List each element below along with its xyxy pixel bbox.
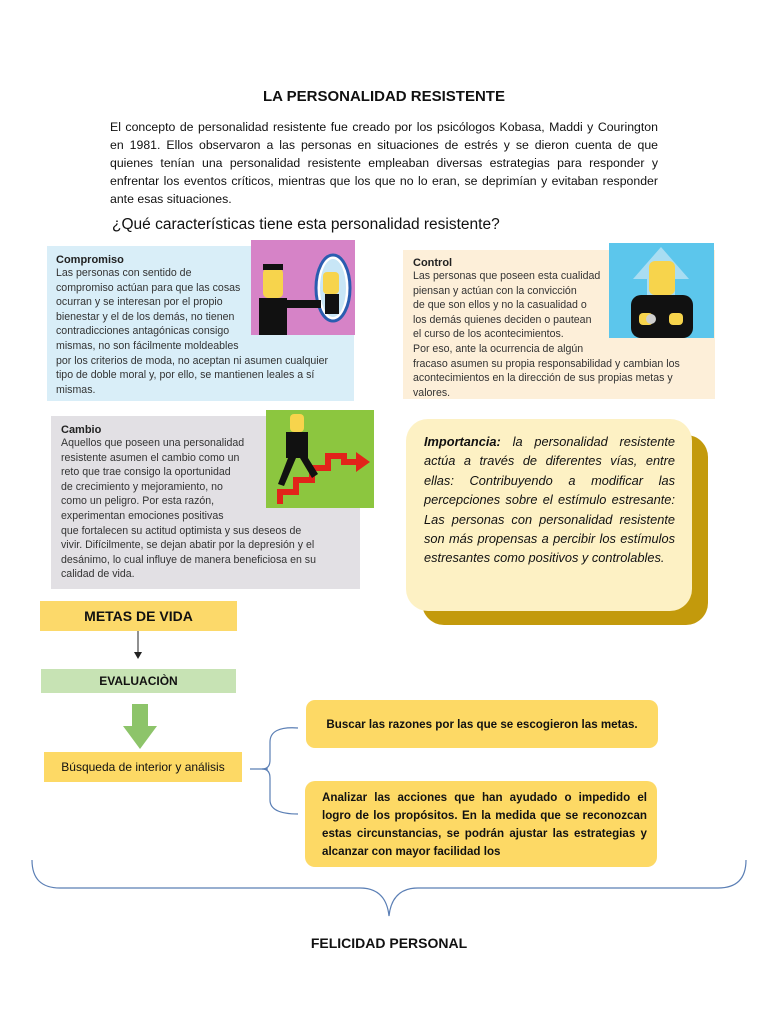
card-title-cambio: Cambio [61,424,102,436]
text-line: acontecimientos en la dirección de sus propias metas y [413,372,673,385]
text-line: como un peligro. Por esta razón, [61,495,215,508]
text-line: ocurran y se interesan por el propio [56,296,223,309]
mirror-illustration [251,240,355,335]
text-line: experimentan emociones positivas [61,509,224,522]
text-line: de crecimiento y mejoramiento, no [61,480,223,493]
text-line: que fortalecen su actitud optimista y sus deseos de [61,524,302,537]
evaluacion-box: EVALUACIÒN [41,669,236,693]
text-line: piensan y actúan con la convicción [413,284,577,297]
text-line: los demás quienes deciden o pautean [413,313,592,326]
page-title: LA PERSONALIDAD RESISTENTE [263,88,505,105]
text-line: tipo de doble moral y, por ello, se mantienen leales a sí [56,369,315,382]
text-line: reto que trae consigo la oportunidad [61,466,231,479]
text-line: Por eso, ante la ocurrencia de algún [413,342,584,355]
text-line: Las personas con sentido de [56,267,192,279]
text-line: mismas. [56,383,96,396]
control-illustration [609,243,714,338]
bottom-brace [30,858,748,920]
text-line: vivir. Difícilmente, se dejan abatir por la depresión y el [61,539,315,552]
importancia-label: Importancia: [424,434,501,449]
block-arrow-icon [122,704,158,750]
text-line: mismas, no son fácilmente moldeables [56,339,239,352]
importancia-text: la personalidad resistente actúa a través de diferentes vías, entre ellas: Contribuyendo a modificar las percepciones sobre el estímulo estresante: Las personas con personalidad resistente son más propensas a percibir los estímulos estresantes como positivos y controlables. [424,434,675,566]
stairs-illustration [266,410,374,508]
text-line: resistente asumen el cambio como un [61,451,240,464]
text-line: contradicciones antagónicas consigo [56,325,230,338]
brace-connector [250,720,306,820]
text-line: Las personas que poseen esta cualidad [413,270,601,282]
razones-box: Buscar las razones por las que se escogieron las metas. [306,700,658,748]
analizar-box: Analizar las acciones que han ayudado o impedido el logro de los propósitos. En la medida que se reconozcan estas circunstancias, se podrán ajustar las estrategias y alcanzar con mayor facilidad los [305,781,657,867]
text-line: fracaso asumen su propia responsabilidad y cambian los [413,357,680,370]
text-line: valores. [413,386,451,399]
text-line: compromiso actúan para que las cosas [56,281,241,294]
question-heading: ¿Qué características tiene esta personalidad resistente? [112,216,500,233]
felicidad-personal-heading: FELICIDAD PERSONAL [310,935,468,951]
text-line: de que son ellos y no la casualidad o [413,299,587,312]
down-arrow-icon [132,631,144,661]
busqueda-box: Búsqueda de interior y análisis [44,752,242,782]
card-title-control: Control [413,257,453,269]
text-line: por los criterios de moda, no aceptan ni asumen cualquier [56,354,329,367]
text-line: calidad de vida. [61,568,135,581]
intro-paragraph: El concepto de personalidad resistente fue creado por los psicólogos Kobasa, Maddi y Courington en 1981. Ellos observaron a las personas en situaciones de estrés y se dieron cuenta de que quienes tenían una personalidad resistente empleaban diversas estrategias para responder y enfrentar los eventos críticos, mientras que los que no lo eran, se deprimían y evitaban responder ante esas situaciones. [110,120,658,206]
text-line: Aquellos que poseen una personalidad [61,437,245,449]
text-line: bienestar y el de los demás, no tienen [56,310,235,323]
card-title-compromiso: Compromiso [56,254,124,266]
importancia-box [406,419,692,611]
metas-de-vida-box: METAS DE VIDA [40,601,237,631]
text-line: el curso de los acontecimientos. [413,328,564,341]
text-line: desánimo, lo cual influye de manera beneficiosa en su [61,553,316,566]
